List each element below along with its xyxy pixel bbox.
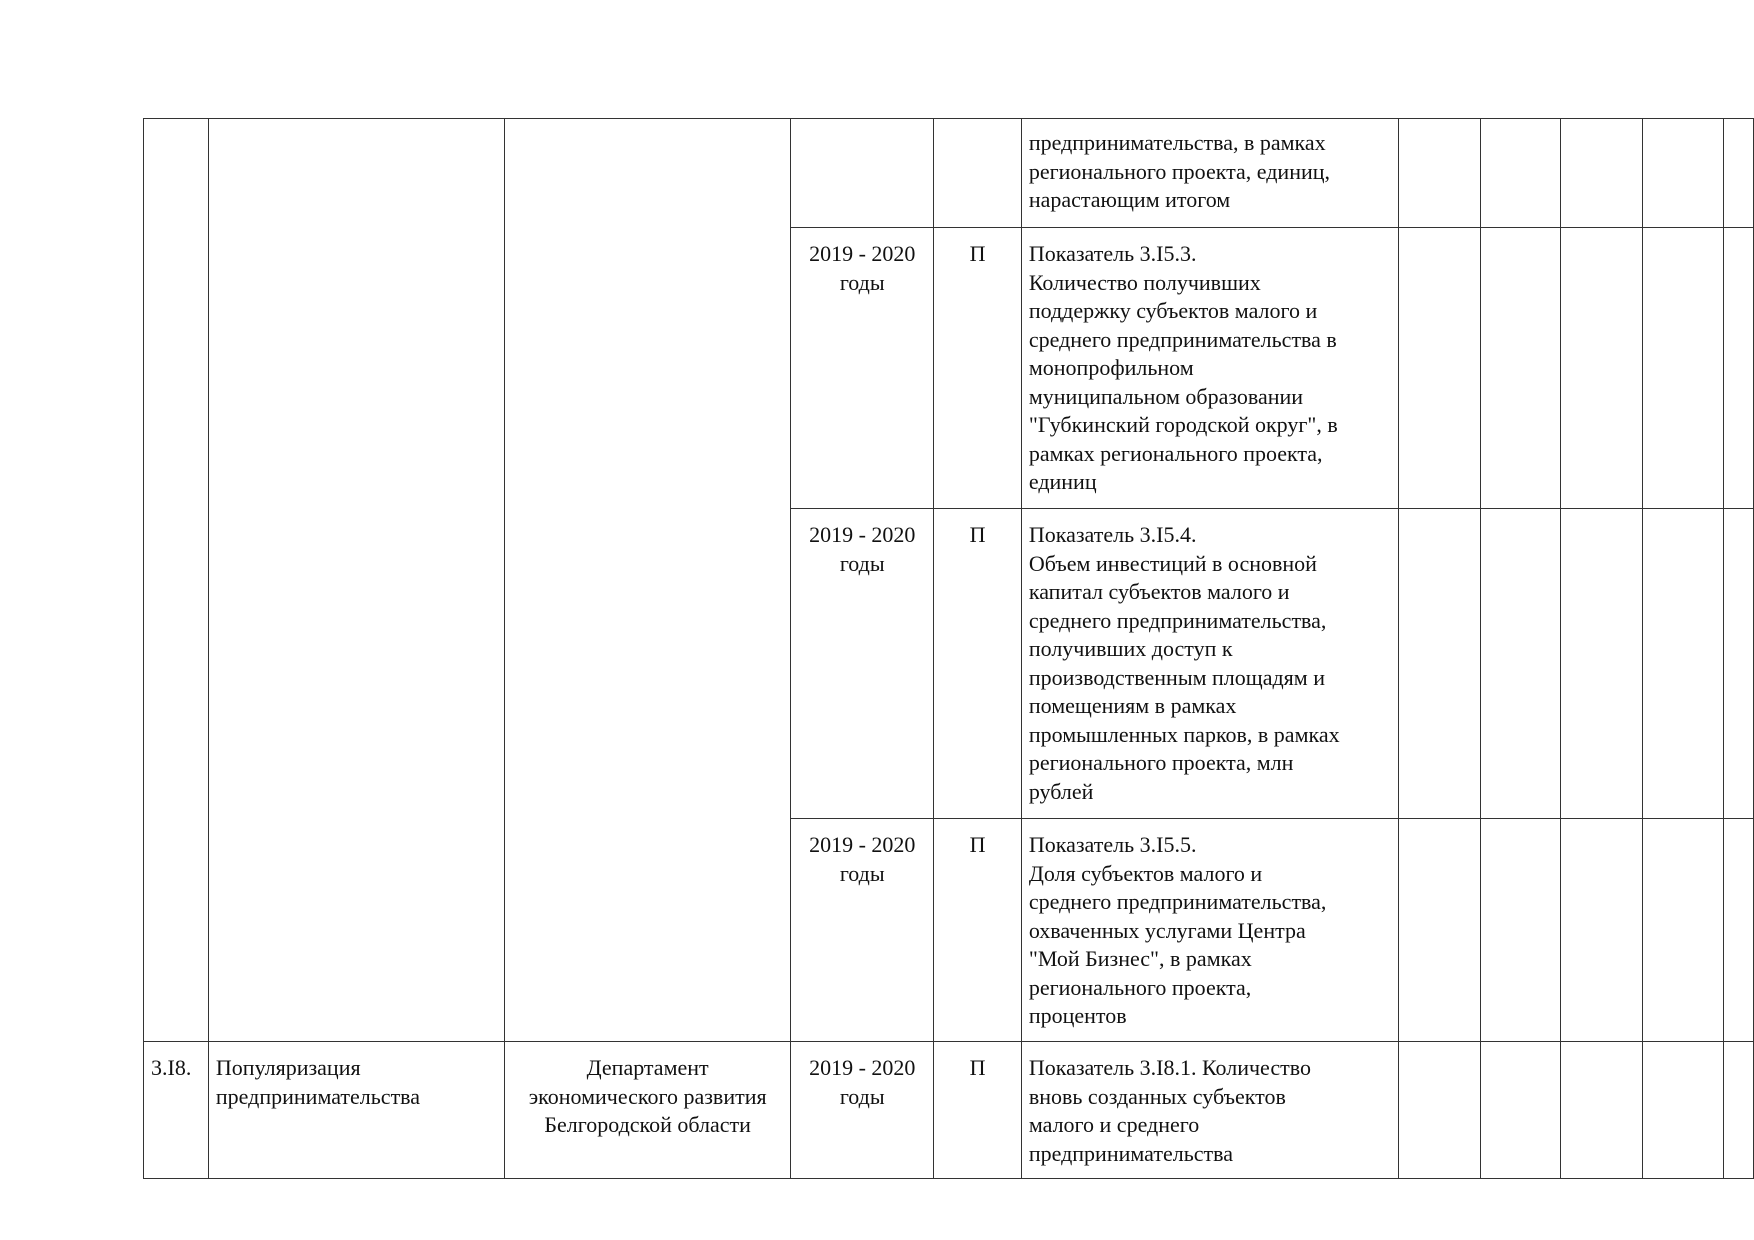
indicator-cell: предпринимательства, в рамках регионального проекта, единиц, нарастающим итогом: [1021, 119, 1399, 228]
value-cell: [1480, 1042, 1560, 1179]
value-cell: [1561, 509, 1642, 819]
table-row: [144, 1042, 1754, 1179]
value-cell: [1642, 119, 1723, 228]
value-cell: [1399, 1042, 1480, 1179]
executor-cell: [505, 119, 791, 1042]
value-cell: [1561, 119, 1642, 228]
period-cell: 2019 - 2020 годы: [791, 1042, 934, 1179]
value-cell: [1724, 819, 1754, 1042]
value-cell: [1480, 119, 1560, 228]
period-cell: [791, 119, 934, 228]
indicator-cell: Показатель 3.I5.3. Количество получивших поддержку субъектов малого и среднего предпринимательства в монопрофильном муниципальном образовании "Губкинский городской округ", в рамках регионального проекта, единиц: [1021, 228, 1399, 509]
executor-cell: Департамент экономического развития Белгородской области: [505, 1042, 791, 1179]
value-cell: [1642, 819, 1723, 1042]
activity-cell: [208, 119, 504, 1042]
value-cell: [1724, 228, 1754, 509]
value-cell: [1561, 819, 1642, 1042]
indicator-cell: Показатель 3.I5.5. Доля субъектов малого и среднего предпринимательства, охваченных услугами Центра "Мой Бизнес", в рамках регионального проекта, процентов: [1021, 819, 1399, 1042]
value-cell: [1399, 509, 1480, 819]
value-cell: [1480, 509, 1560, 819]
type-cell: П: [934, 509, 1021, 819]
row-number-cell: 3.I8.: [144, 1042, 209, 1179]
value-cell: [1399, 819, 1480, 1042]
program-table: [143, 118, 1754, 1179]
value-cell: [1561, 228, 1642, 509]
indicator-cell: Показатель 3.I8.1. Количество вновь созданных субъектов малого и среднего предпринимательства: [1021, 1042, 1399, 1179]
type-cell: П: [934, 228, 1021, 509]
value-cell: [1724, 509, 1754, 819]
period-cell: 2019 - 2020 годы: [791, 509, 934, 819]
activity-cell: Популяризация предпринимательства: [208, 1042, 504, 1179]
value-cell: [1561, 1042, 1642, 1179]
value-cell: [1724, 1042, 1754, 1179]
value-cell: [1399, 228, 1480, 509]
indicator-cell: Показатель 3.I5.4. Объем инвестиций в основной капитал субъектов малого и среднего предпринимательства, получивших доступ к производственным площадям и помещениям в рамках промышленных парков, в рамках регионального проекта, млн рублей: [1021, 509, 1399, 819]
value-cell: [1642, 228, 1723, 509]
value-cell: [1642, 1042, 1723, 1179]
value-cell: [1399, 119, 1480, 228]
value-cell: [1642, 509, 1723, 819]
value-cell: [1724, 119, 1754, 228]
type-cell: П: [934, 819, 1021, 1042]
value-cell: [1480, 819, 1560, 1042]
type-cell: [934, 119, 1021, 228]
value-cell: [1480, 228, 1560, 509]
table-row: [144, 119, 1754, 228]
type-cell: П: [934, 1042, 1021, 1179]
row-number-cell: [144, 119, 209, 1042]
period-cell: 2019 - 2020 годы: [791, 228, 934, 509]
period-cell: 2019 - 2020 годы: [791, 819, 934, 1042]
